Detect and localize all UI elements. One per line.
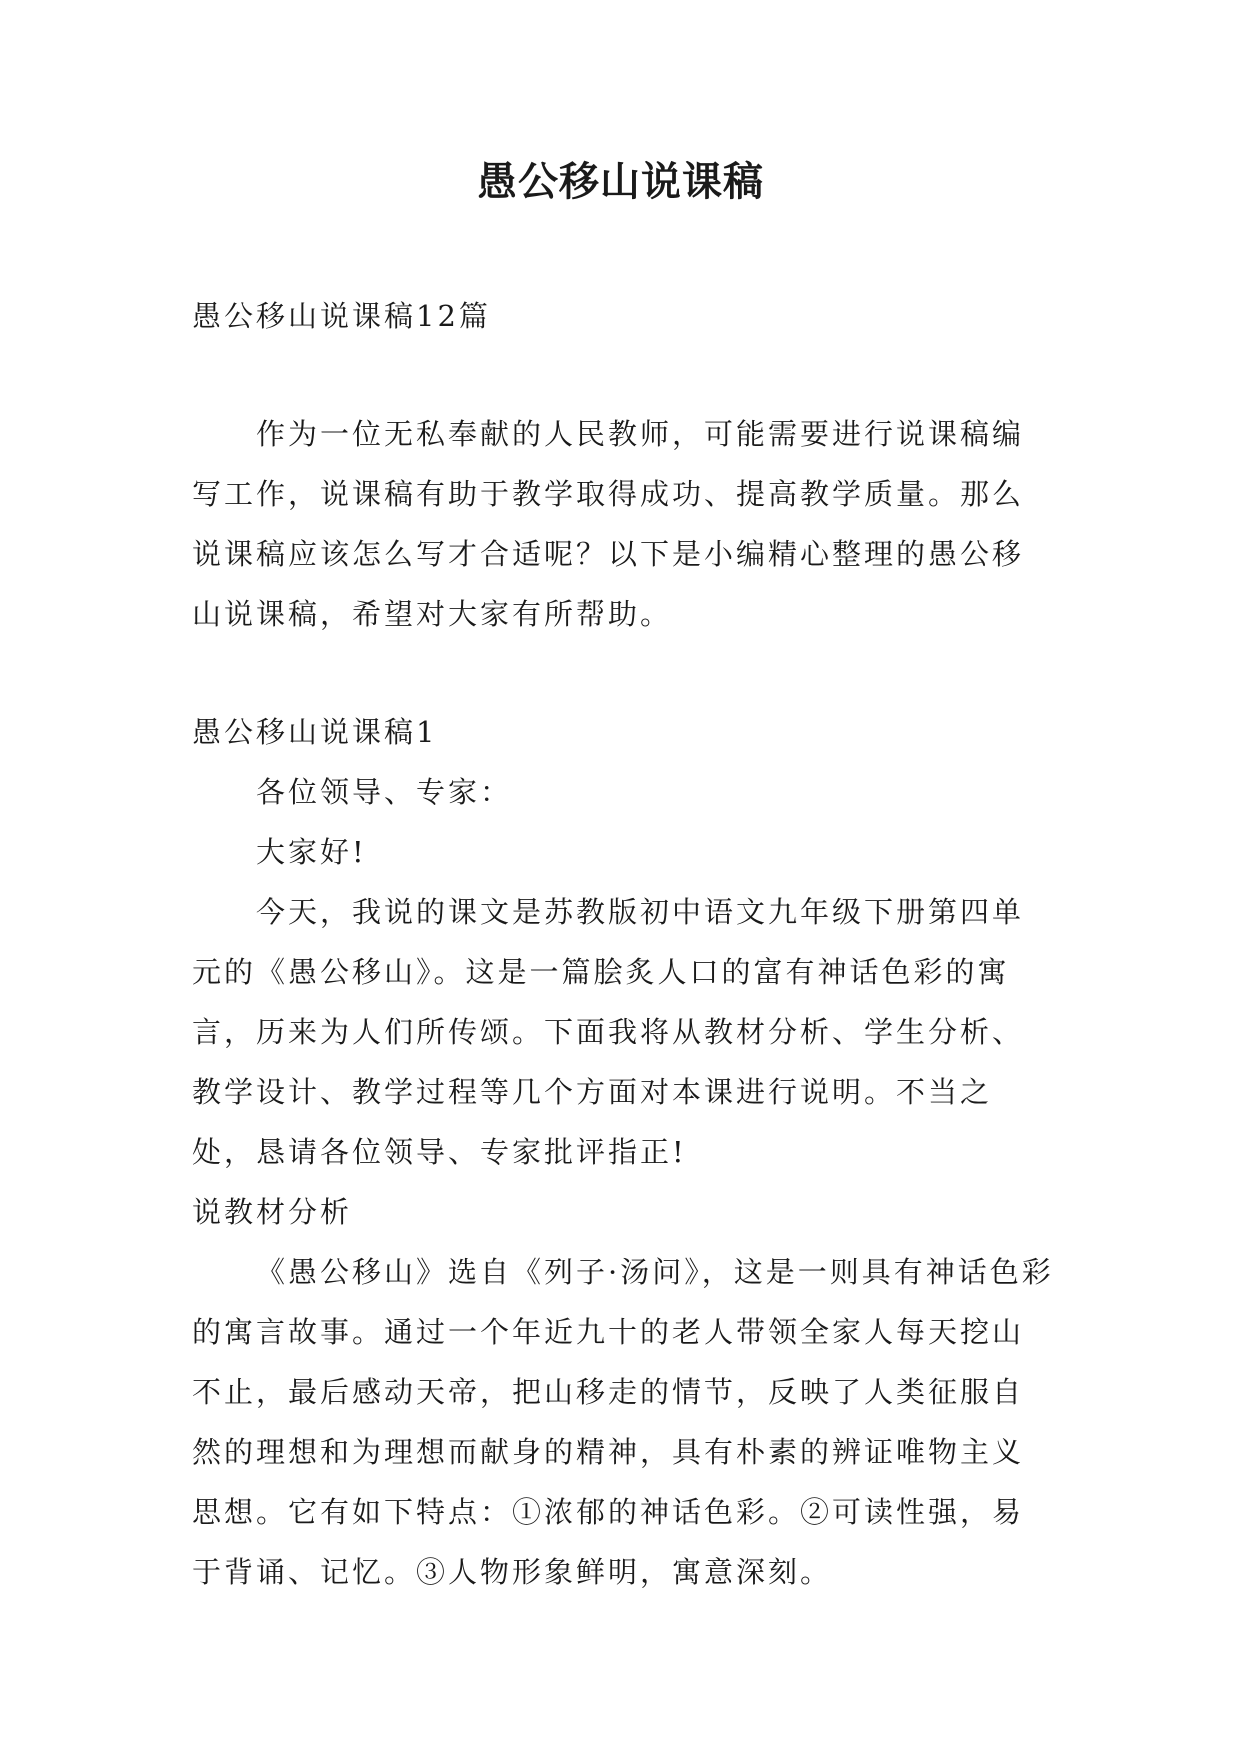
document-body — [192, 286, 1054, 1602]
body-paragraph: 《愚公移山》选自《列子·汤问》，这是一则具有神话色彩的寓言故事。通过一个年近九十的老人带领全家人每天挖山不止，最后感动天帝，把山移走的情节，反映了人类征服自然的理想和为理想而献身的精神，具有朴素的辨证唯物主义思想。它有如下特点：①浓郁的神话色彩。②可读性强，易于背诵、记忆。③人物形象鲜明，寓意深刻。 — [192, 1255, 1054, 1589]
body-paragraph: 今天，我说的课文是苏教版初中语文九年级下册第四单元的《愚公移山》。这是一篇脍炙人口的富有神话色彩的寓言，历来为人们所传颂。下面我将从教材分析、学生分析、教学设计、教学过程等几个方面对本课进行说明。不当之处，恳请各位领导、专家批评指正! — [192, 895, 1025, 1169]
greeting-line: 各位领导、专家： — [256, 775, 513, 809]
section-heading: 愚公移山说课稿1 — [192, 715, 438, 749]
section-heading: 说教材分析 — [192, 1195, 353, 1229]
document-title: 愚公移山说课稿 — [477, 159, 764, 205]
intro-paragraph: 作为一位无私奉献的人民教师，可能需要进行说课稿编写工作，说课稿有助于教学取得成功、提高教学质量。那么说课稿应该怎么写才合适呢？以下是小编精心整理的愚公移山说课稿，希望对大家有所帮助。 — [192, 417, 1025, 631]
greeting-line: 大家好! — [256, 835, 367, 869]
document-subtitle: 愚公移山说课稿12篇 — [192, 299, 491, 333]
